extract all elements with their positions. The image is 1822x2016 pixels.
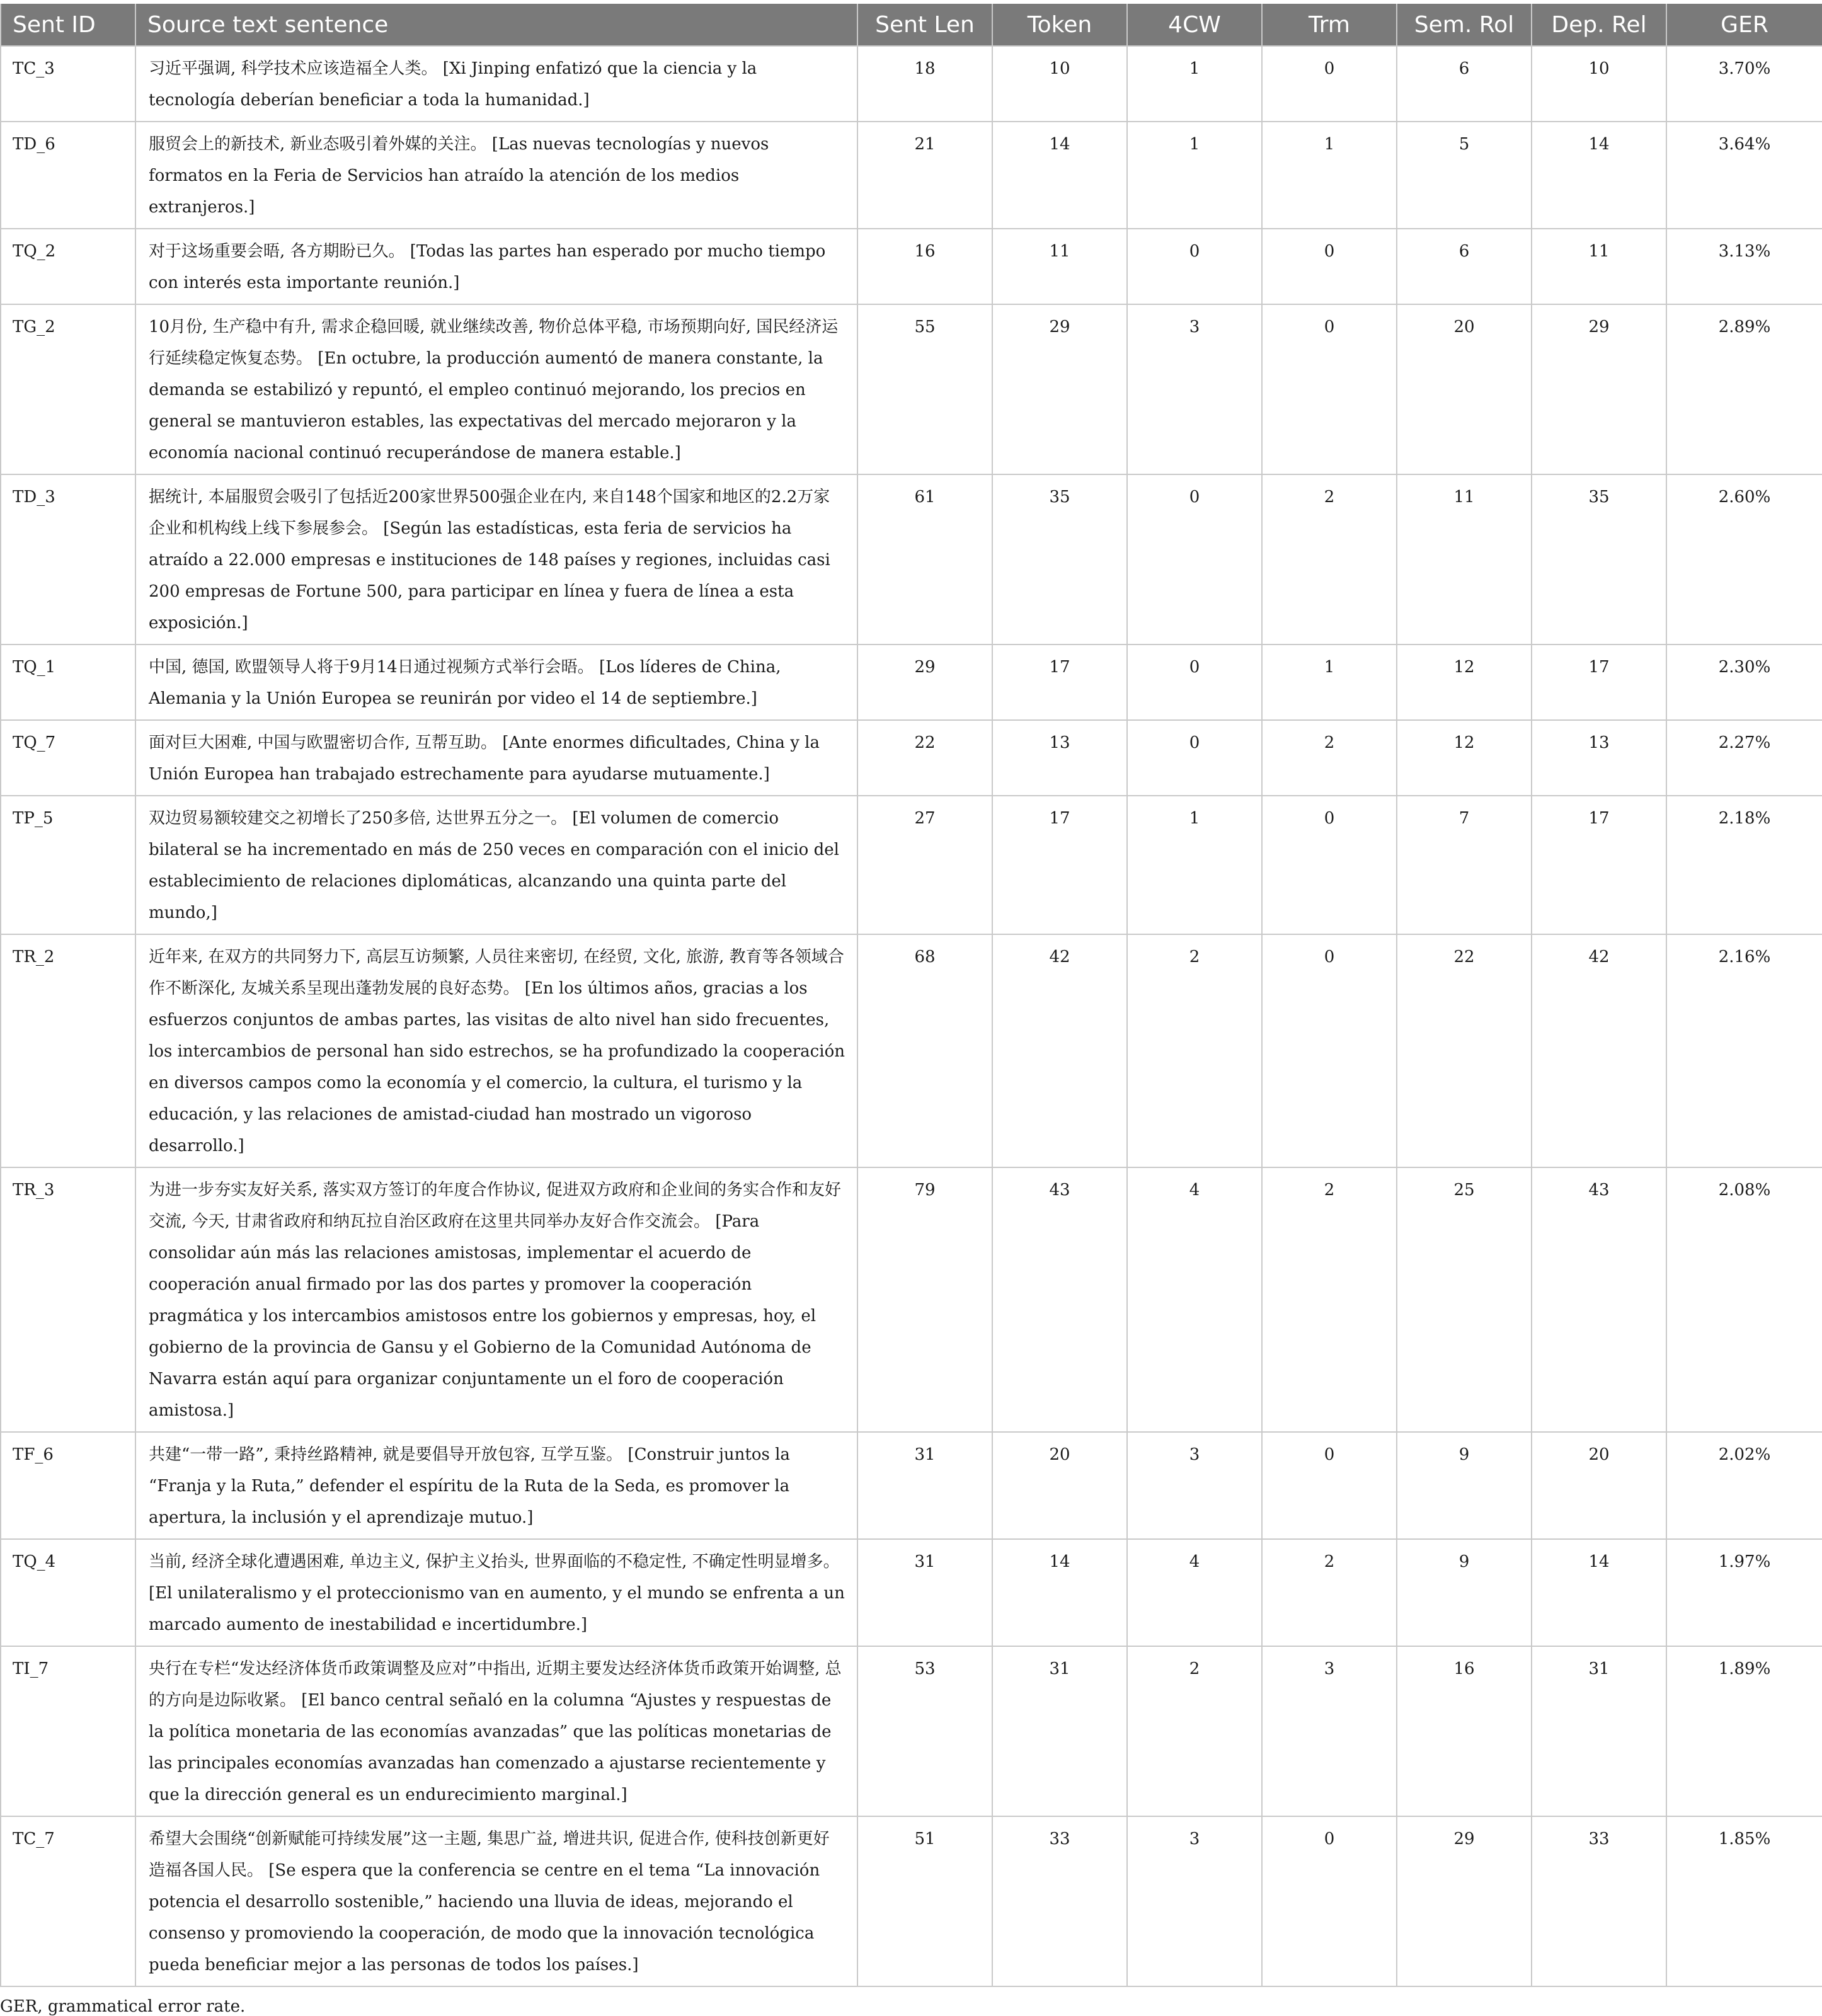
col-header-sent-len: Sent Len bbox=[857, 4, 992, 46]
sem-rol-cell: 11 bbox=[1397, 474, 1532, 644]
sent-len-cell: 68 bbox=[857, 934, 992, 1167]
sent-id-cell: TQ_7 bbox=[1, 720, 135, 796]
sem-rol-cell: 9 bbox=[1397, 1539, 1532, 1646]
sent-len-cell: 16 bbox=[857, 229, 992, 304]
token-cell: 42 bbox=[992, 934, 1127, 1167]
four-cw-cell: 1 bbox=[1127, 46, 1262, 122]
table-row bbox=[1, 122, 1822, 229]
source-text-cell: 面对巨大困难, 中国与欧盟密切合作, 互帮互助。 [Ante enormes dificultades, China y la Unión Europea han trabajado estrechamente para ayudarse mutuamente.] bbox=[135, 720, 857, 796]
dep-rel-cell: 17 bbox=[1532, 796, 1666, 934]
trm-cell: 2 bbox=[1262, 720, 1397, 796]
source-text-cell: 共建“一带一路”, 秉持丝路精神, 就是要倡导开放包容, 互学互鉴。 [Construir juntos la “Franja y la Ruta,” defender el espíritu de la Ruta de la Seda, es promover la apertura, la inclusión y el aprendizaje mutuo.] bbox=[135, 1432, 857, 1539]
ger-cell: 2.08% bbox=[1666, 1167, 1822, 1432]
source-text-cell: 近年来, 在双方的共同努力下, 高层互访频繁, 人员往来密切, 在经贸, 文化, 旅游, 教育等各领域合作不断深化, 友城关系呈现出蓬勃发展的良好态势。 [En los últimos años, gracias a los esfuerzos conjuntos de ambas partes, las visitas de alto nivel han sido frecuentes, los intercambios de personal han sido estrechos, se ha profundizado la cooperación en diversos campos como la economía y el comercio, la cultura, el turismo y la educación, y las relaciones de amistad-ciudad han mostrado un vigoroso desarrollo.] bbox=[135, 934, 857, 1167]
table-container bbox=[0, 4, 1822, 2016]
sem-rol-cell: 6 bbox=[1397, 46, 1532, 122]
token-cell: 31 bbox=[992, 1646, 1127, 1816]
sent-id-cell: TQ_2 bbox=[1, 229, 135, 304]
sent-id-cell: TR_2 bbox=[1, 934, 135, 1167]
token-cell: 33 bbox=[992, 1816, 1127, 1986]
sent-id-cell: TD_6 bbox=[1, 122, 135, 229]
token-cell: 29 bbox=[992, 304, 1127, 474]
sent-len-cell: 29 bbox=[857, 644, 992, 720]
ger-cell: 2.02% bbox=[1666, 1432, 1822, 1539]
trm-cell: 1 bbox=[1262, 644, 1397, 720]
token-cell: 35 bbox=[992, 474, 1127, 644]
table-row bbox=[1, 644, 1822, 720]
col-header-dep-rel: Dep. Rel bbox=[1532, 4, 1666, 46]
sent-len-cell: 18 bbox=[857, 46, 992, 122]
table-row bbox=[1, 1539, 1822, 1646]
dep-rel-cell: 20 bbox=[1532, 1432, 1666, 1539]
dep-rel-cell: 10 bbox=[1532, 46, 1666, 122]
table-row bbox=[1, 46, 1822, 122]
sent-id-cell: TR_3 bbox=[1, 1167, 135, 1432]
table-header bbox=[1, 4, 1822, 46]
dep-rel-cell: 13 bbox=[1532, 720, 1666, 796]
token-cell: 14 bbox=[992, 1539, 1127, 1646]
table-row bbox=[1, 1816, 1822, 1986]
sent-len-cell: 79 bbox=[857, 1167, 992, 1432]
sem-rol-cell: 5 bbox=[1397, 122, 1532, 229]
trm-cell: 2 bbox=[1262, 474, 1397, 644]
ger-cell: 2.16% bbox=[1666, 934, 1822, 1167]
sent-len-cell: 27 bbox=[857, 796, 992, 934]
table-row bbox=[1, 796, 1822, 934]
table-row bbox=[1, 934, 1822, 1167]
col-header-token: Token bbox=[992, 4, 1127, 46]
sent-id-cell: TQ_1 bbox=[1, 644, 135, 720]
source-text-cell: 为进一步夯实友好关系, 落实双方签订的年度合作协议, 促进双方政府和企业间的务实合作和友好交流, 今天, 甘肃省政府和纳瓦拉自治区政府在这里共同举办友好合作交流会。 [Para consolidar aún más las relaciones amistosas, implementar el acuerdo de cooperación anual firmado por las dos partes y promover la cooperación pragmática y los intercambios amistosos entre los gobiernos y empresas, hoy, el gobierno de la provincia de Gansu y el Gobierno de la Comunidad Autónoma de Navarra están aquí para organizar conjuntamente un el foro de cooperación amistosa.] bbox=[135, 1167, 857, 1432]
trm-cell: 0 bbox=[1262, 1432, 1397, 1539]
table-body bbox=[1, 46, 1822, 1986]
ger-cell: 1.97% bbox=[1666, 1539, 1822, 1646]
four-cw-cell: 0 bbox=[1127, 474, 1262, 644]
col-header-sent-id: Sent ID bbox=[1, 4, 135, 46]
source-text-cell: 习近平强调, 科学技术应该造福全人类。 [Xi Jinping enfatizó que la ciencia y la tecnología deberían beneficiar a toda la humanidad.] bbox=[135, 46, 857, 122]
four-cw-cell: 0 bbox=[1127, 229, 1262, 304]
token-cell: 13 bbox=[992, 720, 1127, 796]
ger-cell: 3.13% bbox=[1666, 229, 1822, 304]
token-cell: 20 bbox=[992, 1432, 1127, 1539]
trm-cell: 2 bbox=[1262, 1167, 1397, 1432]
sent-id-cell: TP_5 bbox=[1, 796, 135, 934]
ger-cell: 3.70% bbox=[1666, 46, 1822, 122]
token-cell: 11 bbox=[992, 229, 1127, 304]
trm-cell: 0 bbox=[1262, 229, 1397, 304]
sem-rol-cell: 6 bbox=[1397, 229, 1532, 304]
sent-id-cell: TD_3 bbox=[1, 474, 135, 644]
four-cw-cell: 0 bbox=[1127, 720, 1262, 796]
trm-cell: 3 bbox=[1262, 1646, 1397, 1816]
source-text-cell: 双边贸易额较建交之初增长了250多倍, 达世界五分之一。 [El volumen de comercio bilateral se ha incrementado en más de 250 veces en comparación con el inicio del establecimiento de relaciones diplomáticas, alcanzando una quinta parte del mundo,] bbox=[135, 796, 857, 934]
sent-len-cell: 22 bbox=[857, 720, 992, 796]
trm-cell: 0 bbox=[1262, 934, 1397, 1167]
col-header-ger: GER bbox=[1666, 4, 1822, 46]
four-cw-cell: 0 bbox=[1127, 644, 1262, 720]
four-cw-cell: 4 bbox=[1127, 1539, 1262, 1646]
source-text-cell: 希望大会围绕“创新赋能可持续发展”这一主题, 集思广益, 增进共识, 促进合作, 使科技创新更好造福各国人民。 [Se espera que la conferencia se centre en el tema “La innovación potencia el desarrollo sostenible,” haciendo una lluvia de ideas, mejorando el consenso y promoviendo la cooperación, de modo que la innovación tecnológica pueda beneficiar mejor a las personas de todos los países.] bbox=[135, 1816, 857, 1986]
dep-rel-cell: 11 bbox=[1532, 229, 1666, 304]
sent-len-cell: 53 bbox=[857, 1646, 992, 1816]
source-text-cell: 10月份, 生产稳中有升, 需求企稳回暖, 就业继续改善, 物价总体平稳, 市场预期向好, 国民经济运行延续稳定恢复态势。 [En octubre, la producción aumentó de manera constante, la demanda se estabilizó y repuntó, el empleo continuó mejorando, los precios en general se mantuvieron estables, las expectativas del mercado mejoraron y la economía nacional continuó recuperándose de manera estable.] bbox=[135, 304, 857, 474]
source-text-cell: 对于这场重要会晤, 各方期盼已久。 [Todas las partes han esperado por mucho tiempo con interés esta importante reunión.] bbox=[135, 229, 857, 304]
four-cw-cell: 3 bbox=[1127, 1432, 1262, 1539]
header-row bbox=[1, 4, 1822, 46]
dep-rel-cell: 42 bbox=[1532, 934, 1666, 1167]
four-cw-cell: 2 bbox=[1127, 1646, 1262, 1816]
dep-rel-cell: 14 bbox=[1532, 122, 1666, 229]
sent-len-cell: 51 bbox=[857, 1816, 992, 1986]
trm-cell: 2 bbox=[1262, 1539, 1397, 1646]
table-row bbox=[1, 1167, 1822, 1432]
four-cw-cell: 1 bbox=[1127, 122, 1262, 229]
source-text-cell: 服贸会上的新技术, 新业态吸引着外媒的关注。 [Las nuevas tecnologías y nuevos formatos en la Feria de Servicios han atraído la atención de los medios extranjeros.] bbox=[135, 122, 857, 229]
sent-id-cell: TI_7 bbox=[1, 1646, 135, 1816]
token-cell: 14 bbox=[992, 122, 1127, 229]
dep-rel-cell: 14 bbox=[1532, 1539, 1666, 1646]
sent-id-cell: TC_7 bbox=[1, 1816, 135, 1986]
sent-id-cell: TF_6 bbox=[1, 1432, 135, 1539]
trm-cell: 0 bbox=[1262, 304, 1397, 474]
source-text-cell: 央行在专栏“发达经济体货币政策调整及应对”中指出, 近期主要发达经济体货币政策开始调整, 总的方向是边际收紧。 [El banco central señaló en la columna “Ajustes y respuestas de la política monetaria de las economías avanzadas” que las políticas monetarias de las principales economías avanzadas han comenzado a ajustarse recientemente y que la dirección general es un endurecimiento marginal.] bbox=[135, 1646, 857, 1816]
sent-len-cell: 31 bbox=[857, 1539, 992, 1646]
sem-rol-cell: 9 bbox=[1397, 1432, 1532, 1539]
source-text-cell: 据统计, 本届服贸会吸引了包括近200家世界500强企业在内, 来自148个国家和地区的2.2万家企业和机构线上线下参展参会。 [Según las estadísticas, esta feria de servicios ha atraído a 22.000 empresas e instituciones de 148 países y regiones, incluidas casi 200 empresas de Fortune 500, para participar en línea y fuera de línea a esta exposición.] bbox=[135, 474, 857, 644]
dep-rel-cell: 43 bbox=[1532, 1167, 1666, 1432]
sent-len-cell: 61 bbox=[857, 474, 992, 644]
sent-id-cell: TQ_4 bbox=[1, 1539, 135, 1646]
sent-len-cell: 55 bbox=[857, 304, 992, 474]
ger-cell: 2.27% bbox=[1666, 720, 1822, 796]
token-cell: 43 bbox=[992, 1167, 1127, 1432]
source-text-cell: 当前, 经济全球化遭遇困难, 单边主义, 保护主义抬头, 世界面临的不稳定性, 不确定性明显增多。 [El unilateralismo y el proteccionismo van en aumento, y el mundo se enfrenta a un marcado aumento de inestabilidad e incertidumbre.] bbox=[135, 1539, 857, 1646]
sem-rol-cell: 16 bbox=[1397, 1646, 1532, 1816]
table-row bbox=[1, 1646, 1822, 1816]
data-table bbox=[0, 4, 1822, 1987]
sem-rol-cell: 25 bbox=[1397, 1167, 1532, 1432]
four-cw-cell: 3 bbox=[1127, 1816, 1262, 1986]
ger-cell: 1.85% bbox=[1666, 1816, 1822, 1986]
sent-len-cell: 21 bbox=[857, 122, 992, 229]
trm-cell: 0 bbox=[1262, 796, 1397, 934]
ger-cell: 3.64% bbox=[1666, 122, 1822, 229]
sem-rol-cell: 7 bbox=[1397, 796, 1532, 934]
table-row bbox=[1, 720, 1822, 796]
sem-rol-cell: 20 bbox=[1397, 304, 1532, 474]
ger-cell: 2.18% bbox=[1666, 796, 1822, 934]
col-header-4cw: 4CW bbox=[1127, 4, 1262, 46]
sent-id-cell: TG_2 bbox=[1, 304, 135, 474]
trm-cell: 0 bbox=[1262, 1816, 1397, 1986]
token-cell: 17 bbox=[992, 796, 1127, 934]
sem-rol-cell: 12 bbox=[1397, 720, 1532, 796]
four-cw-cell: 1 bbox=[1127, 796, 1262, 934]
token-cell: 10 bbox=[992, 46, 1127, 122]
col-header-source-text: Source text sentence bbox=[135, 4, 857, 46]
sem-rol-cell: 29 bbox=[1397, 1816, 1532, 1986]
ger-cell: 2.89% bbox=[1666, 304, 1822, 474]
four-cw-cell: 2 bbox=[1127, 934, 1262, 1167]
ger-cell: 1.89% bbox=[1666, 1646, 1822, 1816]
ger-cell: 2.30% bbox=[1666, 644, 1822, 720]
source-text-cell: 中国, 德国, 欧盟领导人将于9月14日通过视频方式举行会晤。 [Los líderes de China, Alemania y la Unión Europea se reunirán por video el 14 de septiembre.] bbox=[135, 644, 857, 720]
four-cw-cell: 4 bbox=[1127, 1167, 1262, 1432]
sent-id-cell: TC_3 bbox=[1, 46, 135, 122]
dep-rel-cell: 31 bbox=[1532, 1646, 1666, 1816]
dep-rel-cell: 33 bbox=[1532, 1816, 1666, 1986]
dep-rel-cell: 29 bbox=[1532, 304, 1666, 474]
table-footnote: GER, grammatical error rate. bbox=[0, 1997, 246, 2016]
token-cell: 17 bbox=[992, 644, 1127, 720]
table-row bbox=[1, 229, 1822, 304]
table-row bbox=[1, 1432, 1822, 1539]
sem-rol-cell: 22 bbox=[1397, 934, 1532, 1167]
sem-rol-cell: 12 bbox=[1397, 644, 1532, 720]
table-row bbox=[1, 304, 1822, 474]
dep-rel-cell: 35 bbox=[1532, 474, 1666, 644]
col-header-trm: Trm bbox=[1262, 4, 1397, 46]
dep-rel-cell: 17 bbox=[1532, 644, 1666, 720]
trm-cell: 1 bbox=[1262, 122, 1397, 229]
table-row bbox=[1, 474, 1822, 644]
four-cw-cell: 3 bbox=[1127, 304, 1262, 474]
sent-len-cell: 31 bbox=[857, 1432, 992, 1539]
ger-cell: 2.60% bbox=[1666, 474, 1822, 644]
trm-cell: 0 bbox=[1262, 46, 1397, 122]
col-header-sem-rol: Sem. Rol bbox=[1397, 4, 1532, 46]
